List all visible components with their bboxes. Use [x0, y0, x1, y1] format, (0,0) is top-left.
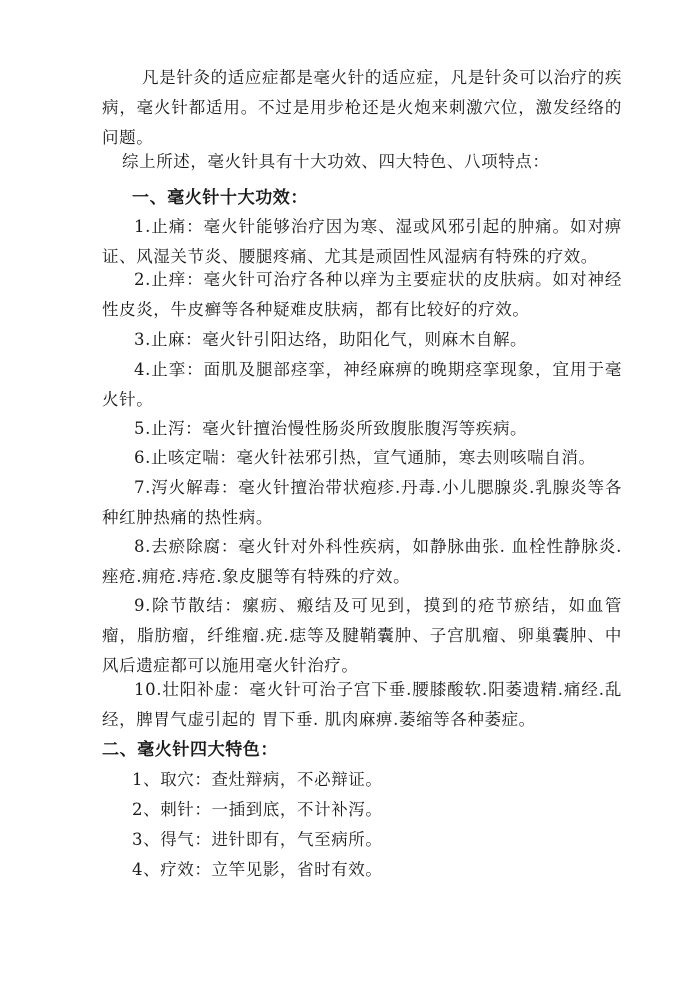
section1-heading: 一、毫火针十大功效： [132, 188, 308, 208]
intro-paragraph-1: 凡是针灸的适应症都是毫火针的适应症，凡是针灸可以治疗的疾病，毫火针都适用。不过是用步枪还是火炮来刺激穴位，激发经络的问题。 [102, 68, 622, 147]
effect-item-1: 1.止痛：毫火针能够治疗因为寒、湿或风邪引起的肿痛。如对痹证、风湿关节炎、腰腿疼痛、尤其是顽固性风湿病有特殊的疗效。 [102, 217, 622, 266]
effect-item-7: 7.泻火解毒：毫火针擅治带状疱疹.丹毒.小儿腮腺炎.乳腺炎等各种红肿热痛的热性病。 [102, 478, 622, 527]
effect-item-4: 4.止挛：面肌及腿部痉挛，神经麻痹的晚期痉挛现象，宜用于毫火针。 [102, 360, 622, 409]
effect-item-3: 3.止麻：毫火针引阳达络，助阳化气，则麻木自解。 [134, 330, 528, 349]
intro-paragraph-2: 综上所述，毫火针具有十大功效、四大特色、八项特点： [122, 152, 550, 171]
feature-item-4: 4、疗效：立竿见影，省时有效。 [132, 860, 383, 879]
feature-item-2: 2、刺针：一插到底，不计补泻。 [132, 800, 383, 819]
effect-item-9: 9.除节散结：瘰疬、瘢结及可见到，摸到的疮节瘀结，如血管瘤，脂肪瘤，纤维瘤.疣.痣等及腱鞘囊肿、子宫肌瘤、卵巢囊肿、中风后遗症都可以施用毫火针治疗。 [102, 596, 622, 675]
effect-item-6: 6.止咳定喘：毫火针祛邪引热，宣气通肺，寒去则咳喘自消。 [134, 448, 596, 467]
section2-heading: 二、毫火针四大特色： [102, 740, 278, 760]
feature-item-3: 3、得气：进针即有，气至病所。 [132, 830, 383, 849]
effect-item-10: 10.壮阳补虚：毫火针可治子宫下垂.腰膝酸软.阳萎遗精.痛经.乱经，脾胃气虚引起的 胃下垂. 肌肉麻痹.萎缩等各种萎症。 [102, 680, 622, 729]
effect-item-2: 2.止痒：毫火针可治疗各种以痒为主要症状的皮肤病。如对神经性皮炎，牛皮癣等各种疑难皮肤病，都有比较好的疗效。 [102, 270, 622, 319]
effect-item-8: 8.去瘀除腐：毫火针对外科性疾病，如静脉曲张. 血栓性静脉炎.痤疮.痈疮.痔疮.象皮腿等有特殊的疗效。 [102, 537, 622, 586]
feature-item-1: 1、取穴：查灶辩病，不必辩证。 [132, 770, 383, 789]
effect-item-5: 5.止泻：毫火针擅治慢性肠炎所致腹胀腹泻等疾病。 [134, 419, 528, 438]
